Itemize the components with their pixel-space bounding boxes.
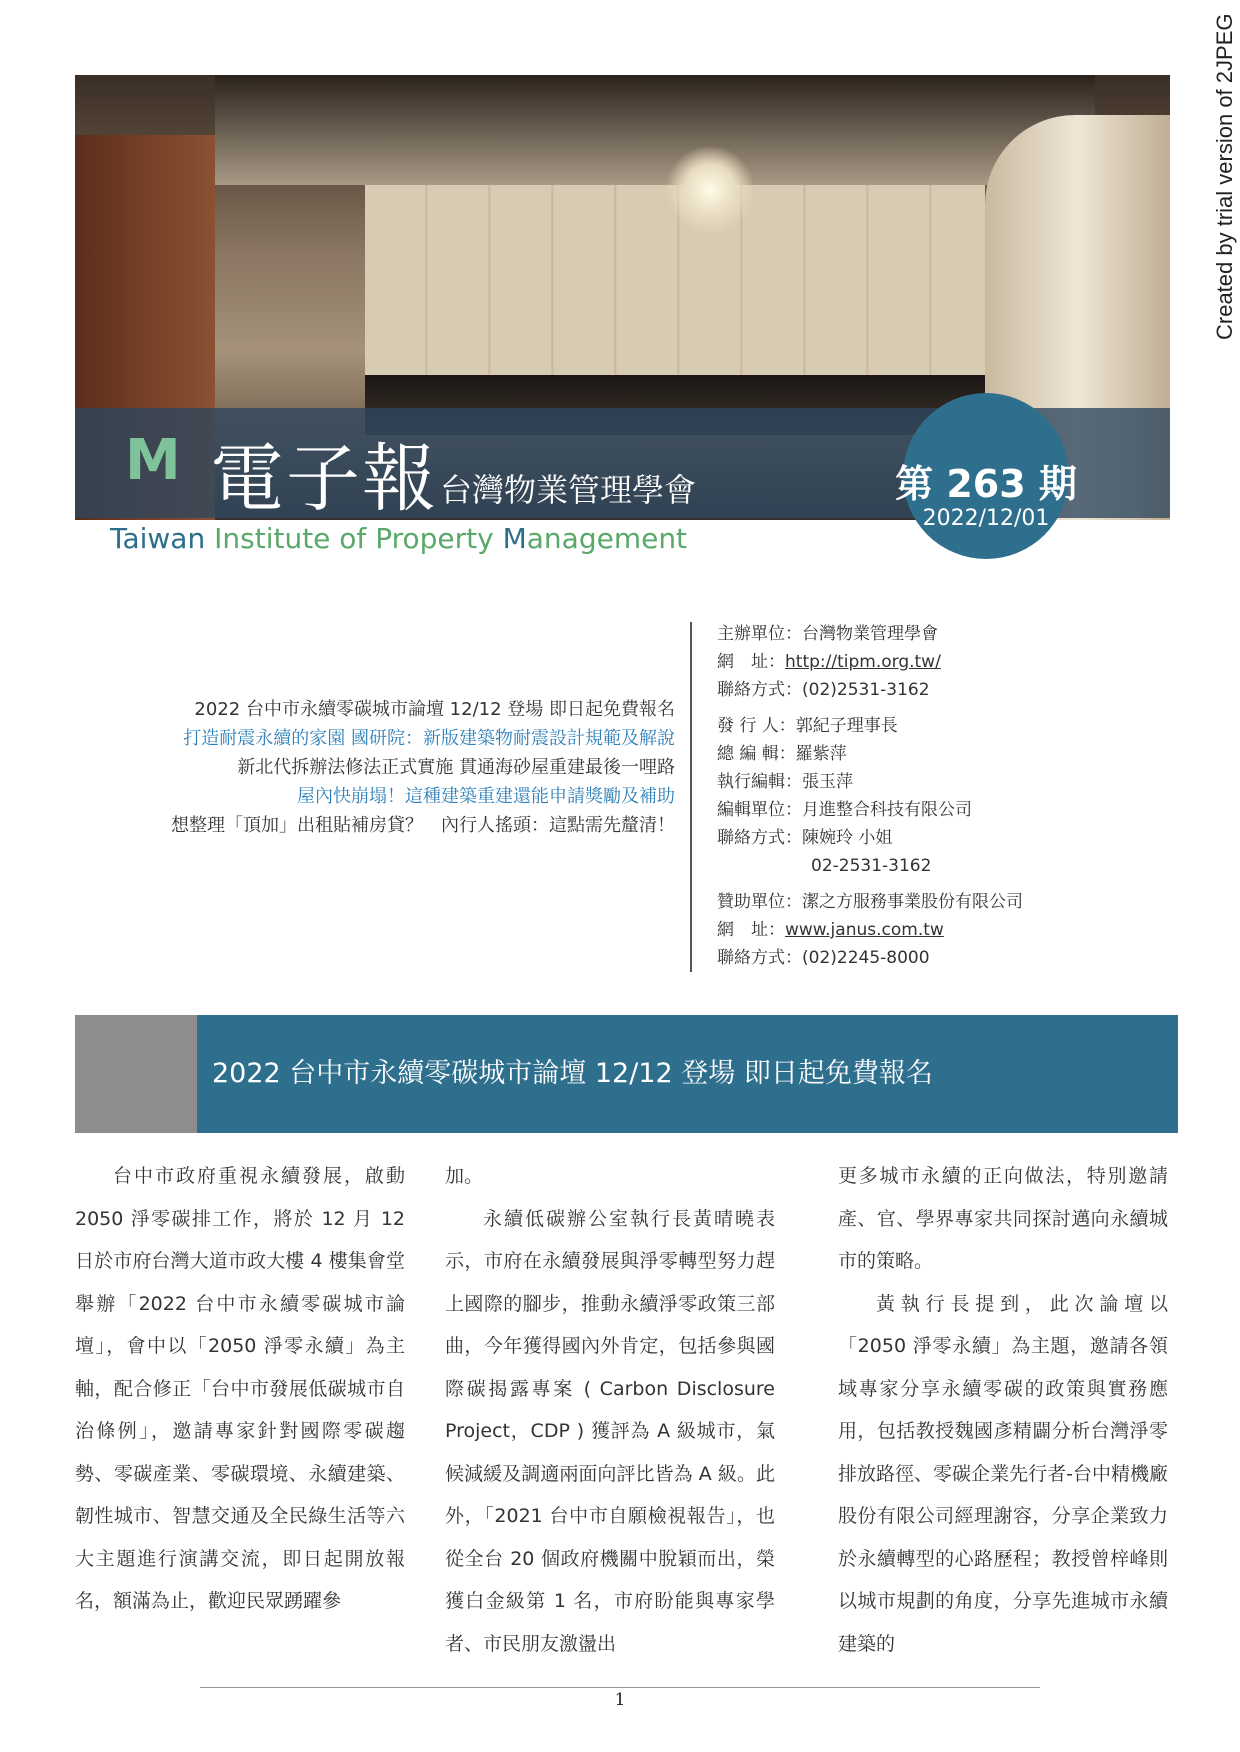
organizer: 主辦單位：台灣物業管理學會	[717, 624, 938, 644]
org-en-part4: anagement	[526, 522, 688, 555]
newsletter-title: 電子報	[210, 436, 438, 522]
table-of-contents	[55, 695, 675, 840]
article-paragraph: 黃執行長提到，此次論壇以「2050 淨零永續」為主題，邀請各領域專家分享永續零碳的政策與實務應用，包括教授魏國彥精闢分析台灣淨零排放路徑、零碳企業先行者-台中精機廠股份有限公司經理謝容，分享企業致力於永續轉型的心路歷程；教授曾梓峰則以城市規劃的角度，分享先進城市永續建築的	[838, 1292, 1168, 1655]
vertical-divider	[690, 622, 692, 972]
toc-item[interactable]: 新北代拆辦法修法正式實施 貫通海砂屋重建最後一哩路	[237, 757, 675, 778]
logo-m: M	[125, 428, 181, 493]
article-paragraph: 台中市政府重視永續發展，啟動 2050 淨零碳排工作，將於 12 月 12 日於市府台灣大道市政大樓 4 樓集會堂舉辦「2022 台中市永續零碳城市論壇」，會中以「2050 淨零永續」為主軸，配合修正「台中市發展低碳城市自治條例」，邀請專家針對國際零碳趨勢、零碳產業、零碳環境、永續建築、韌性城市、智慧交通及全民綠生活等六大主題進行演講交流，即日起開放報名，額滿為止，歡迎民眾踴躍參	[75, 1165, 405, 1612]
editing-unit: 編輯單位：月進整合科技有限公司	[717, 800, 972, 820]
toc-item[interactable]: 屋內快崩塌！這種建築重建還能申請獎勵及補助	[297, 786, 675, 807]
sponsor-website-link[interactable]: www.janus.com.tw	[785, 920, 944, 940]
issue-date: 2022/12/01	[922, 506, 1050, 531]
article-paragraph: 永續低碳辦公室執行長黃晴曉表示，市府在永續發展與淨零轉型努力趕上國際的腳步，推動永續淨零政策三部曲，今年獲得國內外肯定，包括參與國際碳揭露專案 ( Carbon Disclosure Project，CDP ) 獲評為 A 級城市，氣候減緩及調適兩面向評比皆為 A 級。此外，「2021 台中市自願檢視報告」，也從全台 20 個政府機關中脫穎而出，榮獲白金級第 1 名，市府盼能與專家學者、市民朋友激盪出	[445, 1207, 775, 1655]
toc-item[interactable]: 2022 台中市永續零碳城市論壇 12/12 登場 即日起免費報名	[194, 699, 675, 720]
article-title: 2022 台中市永續零碳城市論壇 12/12 登場 即日起免費報名	[212, 1058, 933, 1089]
sponsor-website-row	[717, 916, 1097, 944]
sponsor: 贊助單位：潔之方服務事業股份有限公司	[717, 892, 1023, 912]
header-accent-block	[75, 1015, 197, 1133]
issue-badge	[895, 393, 1077, 559]
article-column-1	[75, 1155, 405, 1623]
org-english-name	[110, 522, 687, 555]
publication-info	[717, 620, 1097, 972]
toc-item[interactable]: 打造耐震永續的家園 國研院：新版建築物耐震設計規範及解說	[183, 728, 675, 749]
article-paragraph: 加。	[445, 1165, 484, 1187]
hero-ceiling	[215, 75, 1095, 185]
executive-editor: 執行編輯：張玉萍	[717, 772, 853, 792]
toc-item[interactable]: 想整理「頂加」出租貼補房貸？ 內行人搖頭：這點需先釐清！	[171, 815, 675, 836]
sponsor-phone: 聯絡方式：(02)2245-8000	[717, 948, 930, 968]
contact-phone: 聯絡方式：(02)2531-3162	[717, 680, 930, 700]
website-row	[717, 648, 1097, 676]
article-paragraph: 更多城市永續的正向做法，特別邀請產、官、學界專家共同探討邁向永續城市的策略。	[838, 1165, 1168, 1272]
hero-chandelier	[665, 145, 755, 235]
sponsor-website-label: 網 址：	[717, 920, 785, 940]
publisher: 發 行 人：郭紀子理事長	[717, 716, 898, 736]
article-header-bar	[75, 1015, 1178, 1133]
website-label: 網 址：	[717, 652, 785, 672]
newsletter-subtitle: 台灣物業管理學會	[440, 471, 697, 509]
org-en-part1: Taiwan	[110, 522, 215, 555]
contact-person: 聯絡方式：陳婉玲 小姐	[717, 828, 893, 848]
chief-editor: 總 編 輯：羅紫萍	[717, 744, 847, 764]
issue-number: 第 263 期	[895, 462, 1077, 506]
article-column-2	[445, 1155, 775, 1665]
org-en-part2: Institute of Property	[214, 522, 503, 555]
footer-rule	[200, 1687, 1040, 1688]
page-number: 1	[614, 1690, 626, 1710]
article-column-3	[838, 1155, 1168, 1665]
org-en-part3: M	[502, 522, 527, 555]
contact-person-phone: 02-2531-3162	[811, 856, 932, 876]
watermark-text: Created by trial version of 2JPEG	[1212, 13, 1237, 340]
website-link[interactable]: http://tipm.org.tw/	[785, 652, 941, 672]
